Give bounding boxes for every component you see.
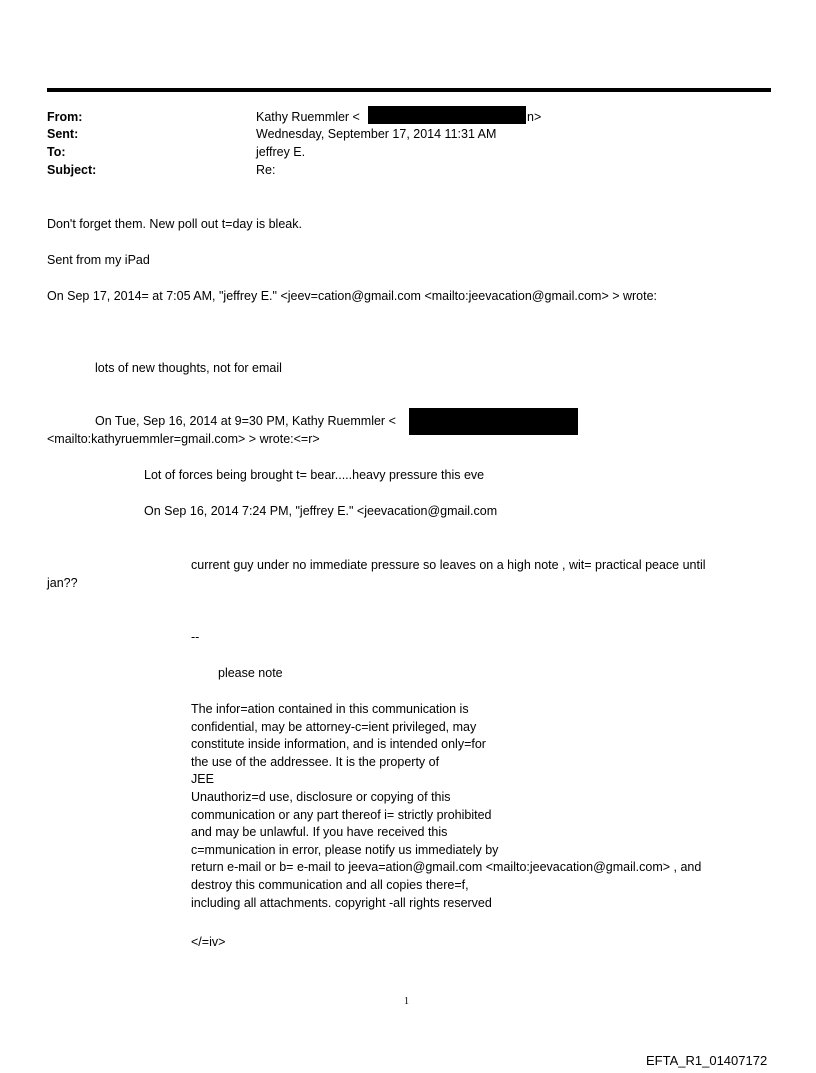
redaction-box <box>368 106 526 124</box>
disclaimer-line: c=mmunication in error, please notify us immediately by <box>191 842 499 857</box>
disclaimer-line: and may be unlawful. If you have received this <box>191 825 448 840</box>
quoted-text-continued: jan?? <box>47 576 78 590</box>
page-number: 1 <box>404 996 409 1007</box>
disclaimer-line: including all attachments. copyright -all rights reserved <box>191 895 492 910</box>
from-value-tail: n> <box>527 110 542 124</box>
signature-line: Sent from my iPad <box>47 253 150 267</box>
quoted-text: current guy under no immediate pressure so leaves on a high note , wit= practical peace until <box>191 558 706 572</box>
quoted-text: Lot of forces being brought t= bear.....heavy pressure this eve <box>144 468 485 482</box>
please-note: please note <box>218 666 283 680</box>
disclaimer-line: return e-mail or b= e-mail to jeeva=ation@gmail.com <mailto:jeevacation@gmail.com> , and <box>191 860 702 875</box>
disclaimer-line: the use of the addressee. It is the property of <box>191 754 440 769</box>
disclaimer-line: Unauthoriz=d use, disclosure or copying of this <box>191 789 451 804</box>
disclaimer-line: constitute inside information, and is intended only=for <box>191 737 486 752</box>
disclaimer-line: communication or any part thereof i= strictly prohibited <box>191 807 492 822</box>
quote-header-continued: <mailto:kathyruemmler=gmail.com> > wrote:<=r> <box>47 432 320 446</box>
body-line: Don't forget them. New poll out t=day is bleak. <box>47 217 302 231</box>
document-id: EFTA_R1_01407172 <box>646 1053 768 1068</box>
quote-header: On Tue, Sep 16, 2014 at 9=30 PM, Kathy Ruemmler < <box>95 414 396 428</box>
closing-tag: </=iv> <box>191 935 226 949</box>
quote-header: On Sep 17, 2014= at 7:05 AM, "jeffrey E." <jeev=cation@gmail.com <mailto:jeevacation@gmail.com> > wrote: <box>47 289 658 303</box>
from-value <box>256 110 360 125</box>
from-name: Kathy Ruemmler < <box>256 110 360 124</box>
disclaimer-line: JEE <box>191 772 214 787</box>
quote-header: On Sep 16, 2014 7:24 PM, "jeffrey E." <jeevacation@gmail.com <box>144 504 498 518</box>
redaction-box <box>409 408 578 435</box>
sent-label: Sent: <box>47 127 79 141</box>
header-rule <box>47 88 771 92</box>
disclaimer-line: confidential, may be attorney-c=ient privileged, may <box>191 719 477 734</box>
subject-value: Re: <box>256 163 276 177</box>
to-value: jeffrey E. <box>256 145 306 159</box>
disclaimer <box>191 701 701 912</box>
from-label: From: <box>47 110 83 124</box>
disclaimer-line: destroy this communication and all copies there=f, <box>191 877 469 892</box>
signature-separator: -- <box>191 630 200 644</box>
subject-label: Subject: <box>47 163 97 177</box>
sent-value: Wednesday, September 17, 2014 11:31 AM <box>256 127 497 141</box>
quoted-text: lots of new thoughts, not for email <box>95 361 282 375</box>
disclaimer-line: The infor=ation contained in this communication is <box>191 702 469 716</box>
to-label: To: <box>47 145 66 159</box>
